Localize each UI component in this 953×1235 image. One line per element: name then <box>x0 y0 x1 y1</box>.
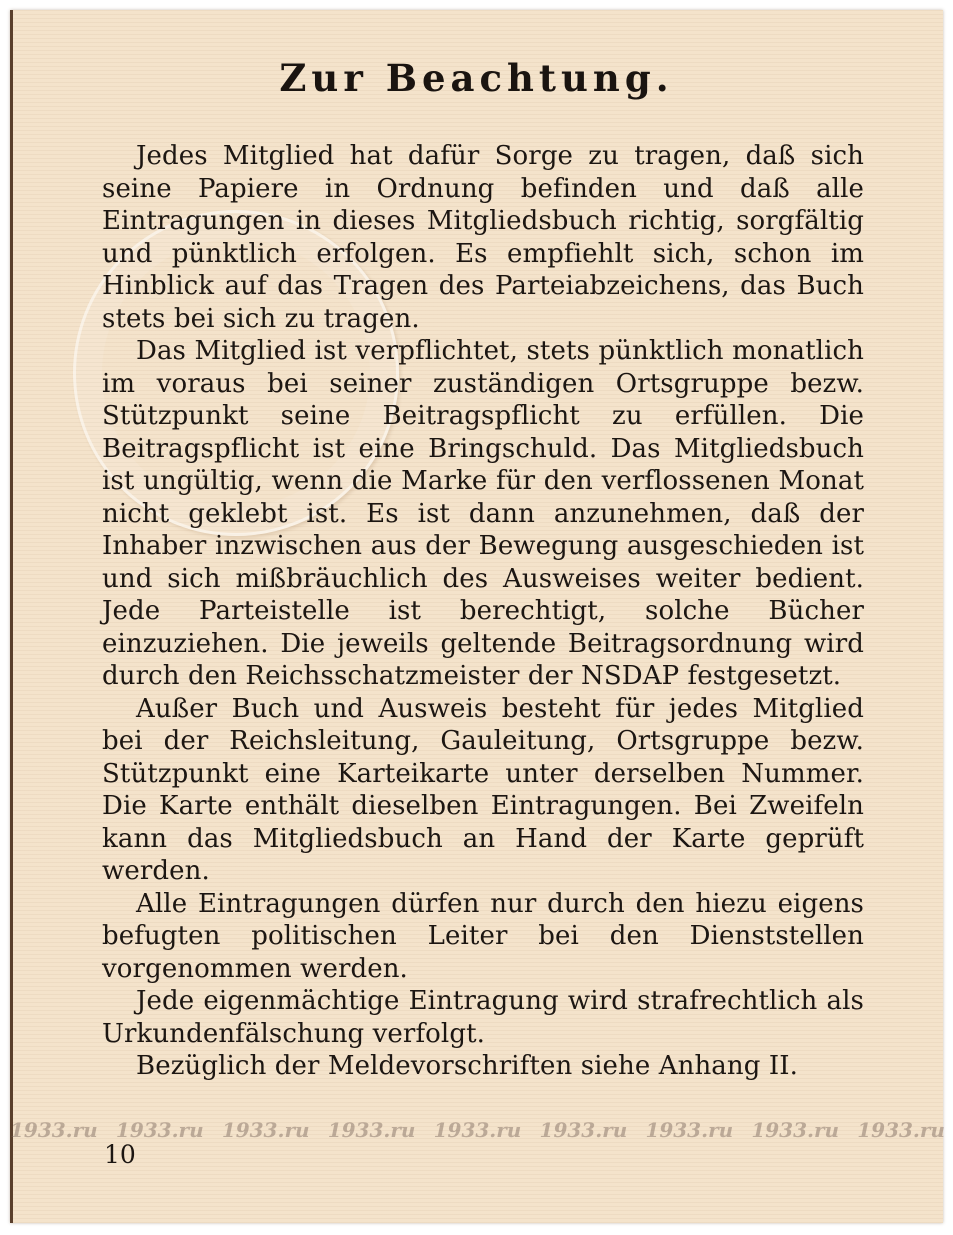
watermark: 1933.ru <box>327 1118 416 1142</box>
paragraph-5: Jede eigenmächtige Eintragung wird strafrechtlich als Urkundenfälschung verfolgt. <box>102 986 864 1049</box>
watermark: 1933.ru <box>539 1118 628 1142</box>
watermark: 1933.ru <box>10 1118 98 1142</box>
body-text <box>102 140 864 1083</box>
paragraph-6: Bezüglich der Meldevorschriften siehe Anhang II. <box>136 1051 798 1081</box>
page-number: 10 <box>104 1140 136 1169</box>
paragraph-2: Das Mitglied ist verpflichtet, stets pünktlich monatlich im voraus bei seiner zuständigen Ortsgruppe bezw. Stützpunkt seine Beitragspflicht zu erfüllen. Die Beitragspflicht ist eine Bringschuld. Das Mitgliedsbuch ist ungültig, wenn die Marke für den verflossenen Monat nicht geklebt ist. Es ist dann anzunehmen, daß der Inhaber inzwischen aus der Bewegung ausgeschieden ist und sich mißbräuchlich des Ausweises weiter bedient. Jede Parteistelle ist berechtigt, solche Bücher einzuziehen. Die jeweils geltende Beitragsordnung wird durch den Reichsschatzmeister der NSDAP festgesetzt. <box>102 336 864 691</box>
watermark: 1933.ru <box>645 1118 734 1142</box>
watermark-strip <box>10 1118 945 1142</box>
watermark: 1933.ru <box>221 1118 310 1142</box>
watermark: 1933.ru <box>751 1118 840 1142</box>
paragraph-4: Alle Eintragungen dürfen nur durch den hiezu eigens befugten politischen Leiter bei den Dienststellen vorgenommen werden. <box>102 888 864 984</box>
page-title: Zur Beachtung. <box>279 56 674 100</box>
watermark: 1933.ru <box>433 1118 522 1142</box>
watermark: 1933.ru <box>115 1118 204 1142</box>
paragraph-3: Außer Buch und Ausweis besteht für jedes Mitglied bei der Reichsleitung, Gauleitung, Ortsgruppe bezw. Stützpunkt eine Karteikarte unter derselben Nummer. Die Karte enthält dieselben Eintragungen. Bei Zweifeln kann das Mitgliedsbuch an Hand der Karte geprüft werden. <box>102 693 864 886</box>
watermark: 1933.ru <box>857 1118 945 1142</box>
paragraph-1: Jedes Mitglied hat dafür Sorge zu tragen, daß sich seine Papiere in Ordnung befinden und daß alle Eintragungen in dieses Mitgliedsbuch richtig, sorgfältig und pünktlich erfolgen. Es empfiehlt sich, schon im Hinblick auf das Tragen des Parteiabzeichens, das Buch stets bei sich zu tragen. <box>102 141 864 334</box>
